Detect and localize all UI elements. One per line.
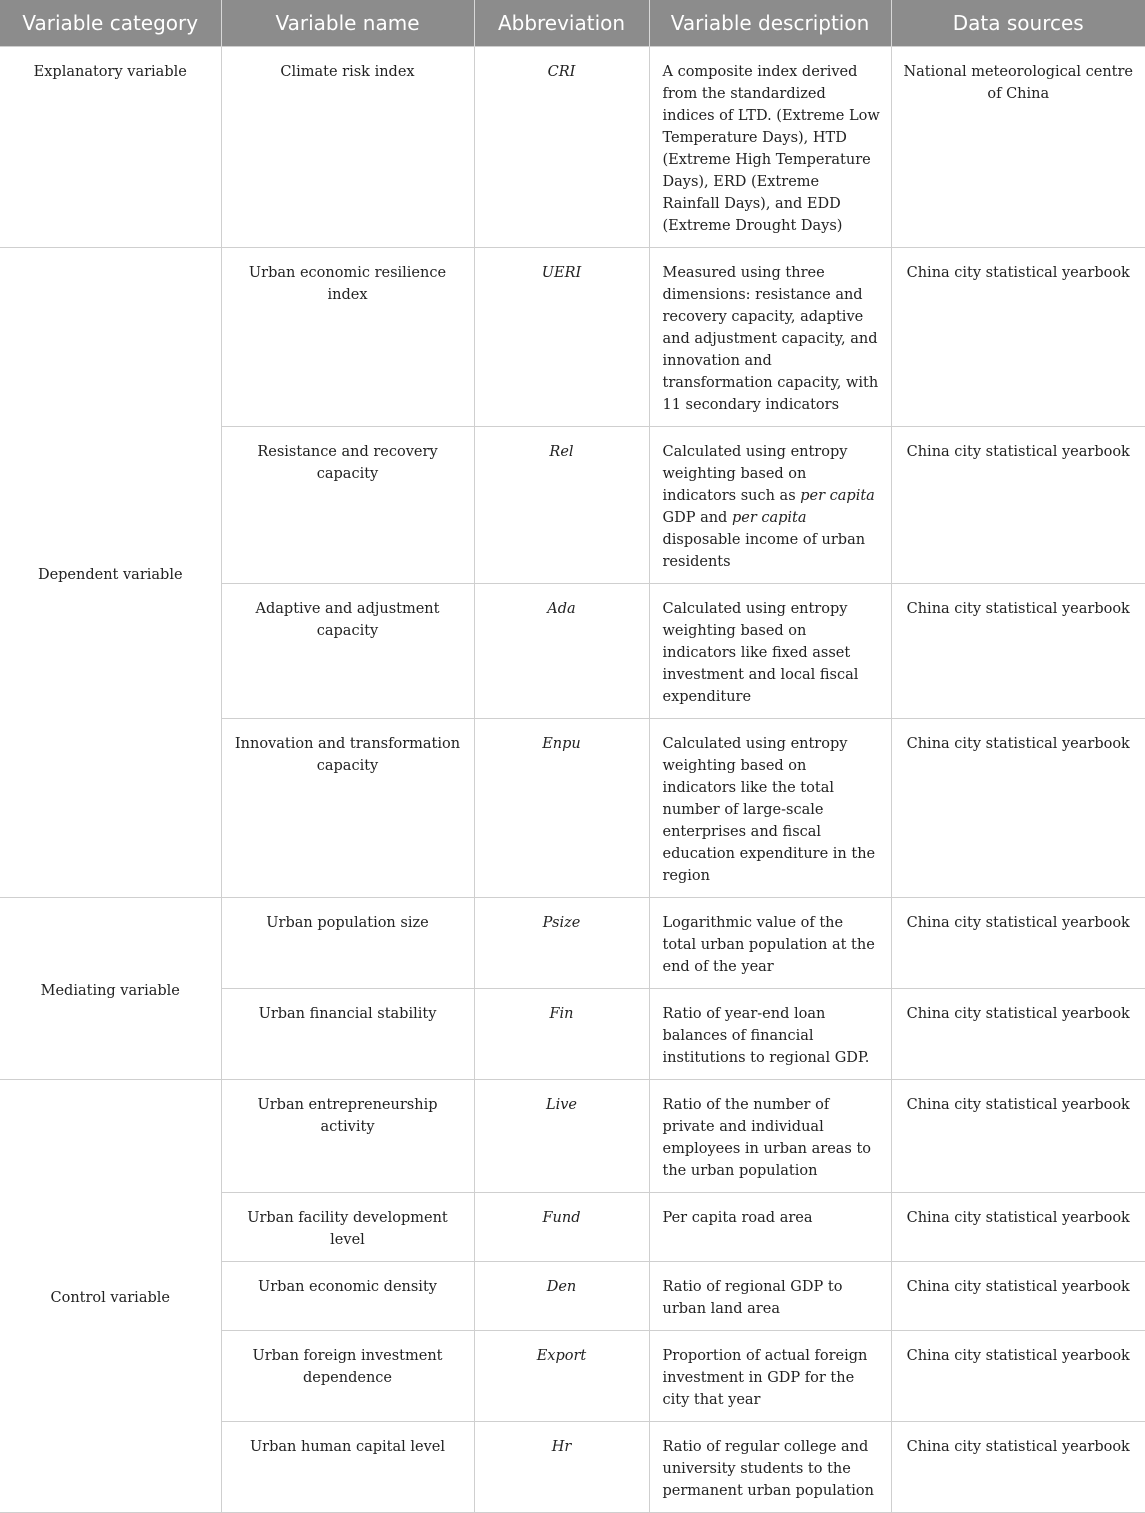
description-cell: Calculated using entropy weighting based on indicators like the total number of large-scale enterprises and fiscal education expenditure in the region xyxy=(649,719,891,898)
data-source-cell: China city statistical yearbook xyxy=(891,898,1145,989)
description-cell: Ratio of the number of private and individual employees in urban areas to the urban population xyxy=(649,1080,891,1193)
variable-name-cell: Urban human capital level xyxy=(221,1422,474,1513)
category-cell: Explanatory variable xyxy=(0,47,221,248)
variable-name-cell: Urban facility development level xyxy=(221,1193,474,1262)
description-cell: Calculated using entropy weighting based on indicators like fixed asset investment and local fiscal expenditure xyxy=(649,584,891,719)
description-cell: Per capita road area xyxy=(649,1193,891,1262)
abbreviation-cell: Enpu xyxy=(474,719,649,898)
header-variable-name: Variable name xyxy=(221,0,474,47)
category-cell: Control variable xyxy=(0,1080,221,1513)
description-emphasis: per capita xyxy=(800,488,875,504)
header-variable-category: Variable category xyxy=(0,0,221,47)
data-source-cell: China city statistical yearbook xyxy=(891,1193,1145,1262)
abbreviation-cell: Fin xyxy=(474,989,649,1080)
data-source-cell: China city statistical yearbook xyxy=(891,248,1145,427)
data-source-cell: China city statistical yearbook xyxy=(891,1422,1145,1513)
abbreviation-cell: UERI xyxy=(474,248,649,427)
header-data-sources: Data sources xyxy=(891,0,1145,47)
abbreviation-cell: Rel xyxy=(474,427,649,584)
table-header-row xyxy=(0,0,1145,47)
abbreviation-cell: Den xyxy=(474,1262,649,1331)
variable-name-cell: Urban population size xyxy=(221,898,474,989)
variable-name-cell: Resistance and recovery capacity xyxy=(221,427,474,584)
variable-name-cell: Urban economic density xyxy=(221,1262,474,1331)
variable-name-cell: Urban entrepreneurship activity xyxy=(221,1080,474,1193)
data-source-cell: China city statistical yearbook xyxy=(891,1262,1145,1331)
table-row xyxy=(0,898,1145,989)
variable-name-cell: Innovation and transformation capacity xyxy=(221,719,474,898)
data-source-cell: China city statistical yearbook xyxy=(891,1080,1145,1193)
table-row xyxy=(0,47,1145,248)
data-source-cell: China city statistical yearbook xyxy=(891,584,1145,719)
description-text: disposable income of urban residents xyxy=(662,532,866,570)
variable-name-cell: Urban financial stability xyxy=(221,989,474,1080)
description-text: GDP and xyxy=(662,510,732,526)
variable-name-cell: Urban economic resilience index xyxy=(221,248,474,427)
description-cell xyxy=(649,427,891,584)
description-cell: Proportion of actual foreign investment in GDP for the city that year xyxy=(649,1331,891,1422)
data-source-cell: National meteorological centre of China xyxy=(891,47,1145,248)
data-source-cell: China city statistical yearbook xyxy=(891,1331,1145,1422)
description-cell: Ratio of year-end loan balances of financial institutions to regional GDP. xyxy=(649,989,891,1080)
abbreviation-cell: Hr xyxy=(474,1422,649,1513)
description-cell: Ratio of regular college and university students to the permanent urban population xyxy=(649,1422,891,1513)
description-cell: A composite index derived from the standardized indices of LTD. (Extreme Low Temperature Days), HTD (Extreme High Temperature Days), ERD (Extreme Rainfall Days), and EDD (Extreme Drought Days) xyxy=(649,47,891,248)
header-abbreviation: Abbreviation xyxy=(474,0,649,47)
header-variable-description: Variable description xyxy=(649,0,891,47)
variable-name-cell: Urban foreign investment dependence xyxy=(221,1331,474,1422)
variable-name-cell: Adaptive and adjustment capacity xyxy=(221,584,474,719)
description-cell: Measured using three dimensions: resistance and recovery capacity, adaptive and adjustment capacity, and innovation and transformation capacity, with 11 secondary indicators xyxy=(649,248,891,427)
abbreviation-cell: CRI xyxy=(474,47,649,248)
description-cell: Ratio of regional GDP to urban land area xyxy=(649,1262,891,1331)
abbreviation-cell: Live xyxy=(474,1080,649,1193)
abbreviation-cell: Export xyxy=(474,1331,649,1422)
category-cell: Mediating variable xyxy=(0,898,221,1080)
table-row xyxy=(0,1080,1145,1193)
data-source-cell: China city statistical yearbook xyxy=(891,427,1145,584)
variable-name-cell: Climate risk index xyxy=(221,47,474,248)
description-text: Calculated using entropy weighting based on indicators such as xyxy=(662,444,848,504)
category-cell: Dependent variable xyxy=(0,248,221,898)
abbreviation-cell: Ada xyxy=(474,584,649,719)
abbreviation-cell: Psize xyxy=(474,898,649,989)
table-row xyxy=(0,248,1145,427)
description-emphasis: per capita xyxy=(731,510,807,526)
data-source-cell: China city statistical yearbook xyxy=(891,989,1145,1080)
abbreviation-cell: Fund xyxy=(474,1193,649,1262)
data-source-cell: China city statistical yearbook xyxy=(891,719,1145,898)
description-cell: Logarithmic value of the total urban population at the end of the year xyxy=(649,898,891,989)
